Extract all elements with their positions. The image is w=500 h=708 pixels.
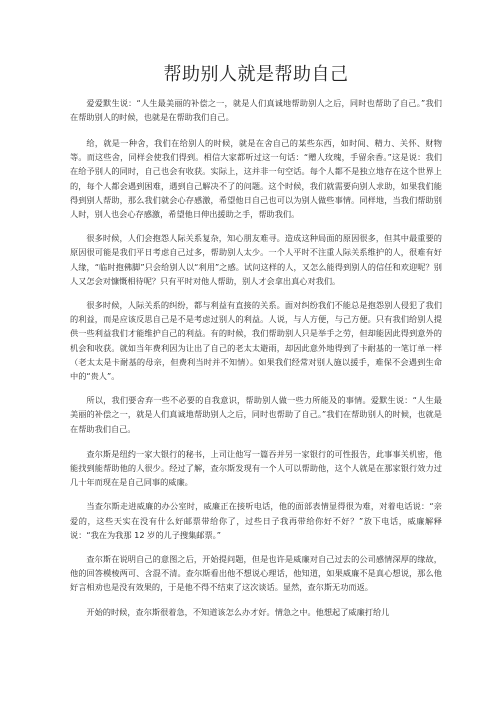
paragraph-5: 所以，我们要舍弃一些不必要的自我意识，帮助别人做一些力所能及的事情。爱默生说：“人生最美丽的补偿之一，就是人们真诚地帮助别人之后，同时也帮助了自己。”我们在帮助别人的时候，也就是在帮助我们自己。: [70, 395, 442, 434]
paragraph-3: 很多时候，人们会抱怨人际关系复杂，知心朋友难寻。造成这种局面的原因很多，但其中最重要的原因很可能是我们平日考虑自己过多，帮助别人太少。一个人平时不注重人际关系维护的人，很难有好人缘，“临时抱佛脚”只会给别人以“利用”之感。试问这样的人，又怎么能得到别人的信任和欢迎呢？别人又怎会对慷慨相待呢？只有平时对他人帮助，别人才会拿出真心对我们。: [70, 233, 442, 286]
paragraph-6: 查尔斯是纽约一家大银行的秘书，上司让他写一篇吞并另一家银行的可性报告，此事事关机密，他能找到能帮助他的人很少。经过了解，查尔斯发现有一个人可以帮助他，这个人就是在那家银行效力过几十年而现在是自己同事的威廉。: [70, 448, 442, 488]
paragraph-9: 开始的时候，查尔斯很着急，不知道该怎么办才好。情急之中。他想起了威廉打给儿: [86, 606, 390, 617]
paragraph-4: 很多时候，人际关系的纠纷，都与利益有直接的关系。面对纠纷我们不能总是抱怨别人侵犯了我们的利益，而是应该反思自己是不是考虑过别人的利益。人说，与人方便，与己方便。只有我们给别人提供一些利益我们才能维护自己的利益。有的时候，我们帮助别人只是举手之劳，但却能因此得到意外的机会和收获。就如当年费利因为让出了自己的老太太避雨，却因此意外地得到了卡耐基的一笔订单一样（老太太是卡耐基的母亲，但费利当时并不知情）。如果我们经常对别人施以援手，难保不会遇到生命中的“贵人”。: [70, 299, 442, 381]
paragraph-7: 当查尔斯走进威廉的办公室时，威廉正在接听电话，他的面部表情显得很为难，对着电话说：“亲爱的，这些天实在没有什么好邮票带给你了，过些日子我再带给你好不好？”放下电话，威廉解释说：“我在为我那 12 岁的儿子搜集邮票。”: [70, 501, 442, 540]
page-title: 帮助别人就是帮助自己: [163, 64, 349, 85]
paragraph-8: 查尔斯在说明自己的意图之后，开始提问题，但是也许是威廉对自己过去的公司感情深厚的缘故，他的回答模棱两可、含混不清。查尔斯看出他不想说心理话，他知道，如果威廉不是真心想说，那么他好言相劝也是没有效果的，于是他不得不结束了这次谈话。显然，查尔斯无功而返。: [70, 553, 442, 593]
paragraph-1: 爱爱默生说：“人生最美丽的补偿之一，就是人们真诚地帮助别人之后，同时也帮助了自己。”我们在帮助别人的时候，也就是在帮助我们自己。: [70, 98, 442, 123]
paragraph-2: 给，就是一种舍，我们在给别人的时候，就是在舍自己的某些东西，如时间、精力、关怀、财物等。而这些舍，同样会使我们得到。相信大家都听过这一句话：“赠人玫瑰，手留余香。”这是说：我们在给予别人的同时，自己也会有收获。实际上，这并非一句空话。每个人都不是独立地存在这个世界上的，每个人都会遇到困难，遇到自己解决不了的问题。这个时候，我们就需要向别人求助，如果我们能得到别人帮助，那么我们就会心存感激，希望他日自己也可以为别人做些事情。同样地，当我们帮助别人时，别人也会心存感激，希望他日伸出援助之手，帮助我们。: [70, 137, 442, 219]
